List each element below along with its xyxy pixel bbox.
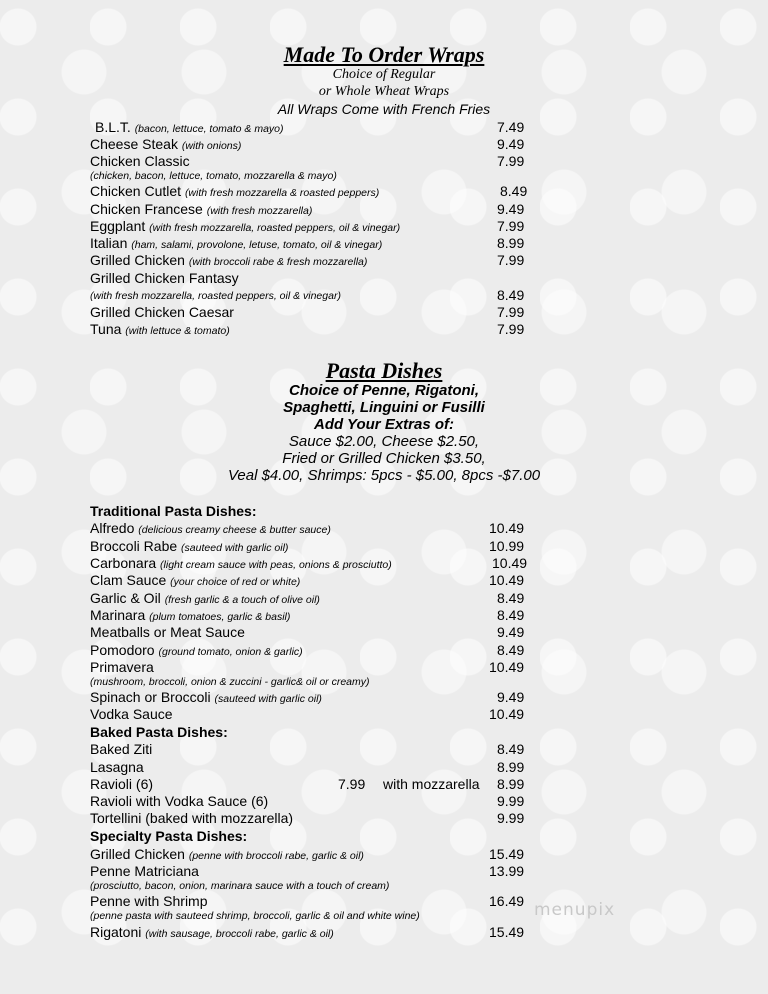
wrap-price-blt: 7.49 (497, 119, 525, 135)
wrap-item-grilled-chicken: Grilled Chicken (with broccoli rabe & fresh mozzarella) (90, 252, 368, 268)
pasta-item-specialty-grilled-chicken: Grilled Chicken (penne with broccoli rabe, garlic & oil) (90, 846, 364, 862)
pasta-item-baked-ziti: Baked Ziti (90, 741, 153, 757)
pasta-price-rigatoni: 15.49 (489, 924, 525, 940)
pasta-item-meatballs: Meatballs or Meat Sauce (90, 624, 245, 640)
pasta-price-pomodoro: 8.49 (497, 642, 525, 658)
pasta-note-penne-shrimp: (penne pasta with sauteed shrimp, broccoli, garlic & oil and white wine) (90, 910, 420, 922)
pasta-price-penne-shrimp: 16.49 (489, 893, 525, 909)
pasta-item-tortellini: Tortellini (baked with mozzarella) (90, 810, 294, 826)
wrap-price-italian: 8.99 (497, 235, 525, 251)
pasta-note-penne-matriciana: (prosciutto, bacon, onion, marinara sauce with a touch of cream) (90, 880, 390, 892)
pasta-price-alfredo: 10.49 (489, 520, 525, 536)
pasta-price-ravioli-plain: 7.99 (338, 776, 366, 792)
pasta-item-penne-shrimp: Penne with Shrimp (90, 893, 208, 909)
pasta-item-spinach-broccoli: Spinach or Broccoli (sauteed with garlic oil) (90, 689, 322, 705)
menupix-watermark: menupix (534, 900, 616, 920)
wrap-price-grilled-chicken-fantasy: 8.49 (497, 287, 525, 303)
pasta-title: Pasta Dishes (325, 358, 443, 383)
pasta-price-primavera: 10.49 (489, 659, 525, 675)
wrap-item-cheese-steak: Cheese Steak (with onions) (90, 136, 242, 152)
pasta-price-clam-sauce: 10.49 (489, 572, 525, 588)
pasta-extras-line-3: Veal $4.00, Shrimps: 5pcs - $5.00, 8pcs -$7.00 (227, 467, 541, 484)
wraps-subtitle-1: Choice of Regular (332, 67, 436, 82)
wrap-price-chicken-francese: 9.49 (497, 201, 525, 217)
wrap-price-tuna: 7.99 (497, 321, 525, 337)
pasta-item-penne-matriciana: Penne Matriciana (90, 863, 199, 879)
wrap-item-tuna: Tuna (with lettuce & tomato) (90, 321, 230, 337)
wraps-fries-note: All Wraps Come with French Fries (277, 101, 491, 117)
wraps-subtitle-2: or Whole Wheat Wraps (318, 84, 450, 99)
pasta-note-primavera: (mushroom, broccoli, onion & zuccini - garlic& oil or creamy) (90, 676, 370, 688)
pasta-price-penne-matriciana: 13.99 (489, 863, 525, 879)
wrap-price-chicken-classic: 7.99 (497, 153, 525, 169)
wrap-item-eggplant: Eggplant (with fresh mozzarella, roasted peppers, oil & vinegar) (90, 218, 401, 234)
pasta-price-ravioli-vodka: 9.99 (497, 793, 525, 809)
pasta-item-ravioli: Ravioli (6) (90, 776, 154, 792)
pasta-item-alfredo: Alfredo (delicious creamy cheese & butter sauce) (90, 520, 331, 536)
pasta-item-pomodoro: Pomodoro (ground tomato, onion & garlic) (90, 642, 303, 658)
pasta-item-lasagna: Lasagna (90, 759, 144, 775)
pasta-price-ravioli-mozzarella: 8.99 (497, 776, 525, 792)
pasta-item-ravioli-vodka: Ravioli with Vodka Sauce (6) (90, 793, 269, 809)
wrap-price-chicken-cutlet: 8.49 (500, 183, 528, 199)
pasta-item-clam-sauce: Clam Sauce (your choice of red or white) (90, 572, 301, 588)
pasta-extras-title: Add Your Extras of: (313, 416, 455, 433)
pasta-choice-line-1: Choice of Penne, Rigatoni, (288, 382, 479, 399)
pasta-item-broccoli-rabe: Broccoli Rabe (sauteed with garlic oil) (90, 538, 289, 554)
pasta-item-primavera: Primavera (90, 659, 154, 675)
pasta-item-rigatoni: Rigatoni (with sausage, broccoli rabe, garlic & oil) (90, 924, 334, 940)
pasta-item-marinara: Marinara (plum tomatoes, garlic & basil) (90, 607, 291, 623)
pasta-extras-line-2: Fried or Grilled Chicken $3.50, (282, 450, 486, 467)
wrap-item-grilled-chicken-caesar: Grilled Chicken Caesar (90, 304, 234, 320)
pasta-price-broccoli-rabe: 10.99 (489, 538, 525, 554)
pasta-price-spinach-broccoli: 9.49 (497, 689, 525, 705)
pasta-item-carbonara: Carbonara (light cream sauce with peas, onions & prosciutto) (90, 555, 392, 571)
baked-pasta-heading: Baked Pasta Dishes: (90, 724, 228, 740)
wrap-item-italian: Italian (ham, salami, provolone, letuse, tomato, oil & vinegar) (90, 235, 383, 251)
wrap-item-chicken-classic: Chicken Classic (90, 153, 190, 169)
wrap-item-chicken-cutlet: Chicken Cutlet (with fresh mozzarella & roasted peppers) (90, 183, 380, 199)
wrap-note-grilled-chicken-fantasy: (with fresh mozzarella, roasted peppers, oil & vinegar) (90, 290, 341, 302)
pasta-price-tortellini: 9.99 (497, 810, 525, 826)
traditional-pasta-heading: Traditional Pasta Dishes: (90, 503, 257, 519)
pasta-price-marinara: 8.49 (497, 607, 525, 623)
wrap-price-grilled-chicken: 7.99 (497, 252, 525, 268)
wrap-item-chicken-francese: Chicken Francese (with fresh mozzarella) (90, 201, 313, 217)
pasta-price-lasagna: 8.99 (497, 759, 525, 775)
pasta-price-vodka-sauce: 10.49 (489, 706, 525, 722)
pasta-item-vodka-sauce: Vodka Sauce (90, 706, 173, 722)
pasta-extras-line-1: Sauce $2.00, Cheese $2.50, (288, 433, 480, 450)
pasta-price-specialty-grilled-chicken: 15.49 (489, 846, 525, 862)
wrap-item-blt: B.L.T. (bacon, lettuce, tomato & mayo) (95, 119, 284, 135)
pasta-price-garlic-oil: 8.49 (497, 590, 525, 606)
pasta-choice-line-2: Spaghetti, Linguini or Fusilli (283, 399, 485, 416)
pasta-price-carbonara: 10.49 (492, 555, 528, 571)
pasta-item-garlic-oil: Garlic & Oil (fresh garlic & a touch of olive oil) (90, 590, 320, 606)
specialty-pasta-heading: Specialty Pasta Dishes: (90, 828, 248, 844)
ravioli-mozzarella-label: with mozzarella (383, 776, 480, 792)
pasta-price-meatballs: 9.49 (497, 624, 525, 640)
pasta-price-baked-ziti: 8.49 (497, 741, 525, 757)
wrap-price-cheese-steak: 9.49 (497, 136, 525, 152)
wrap-note-chicken-classic: (chicken, bacon, lettuce, tomato, mozzarella & mayo) (90, 170, 337, 182)
wrap-item-grilled-chicken-fantasy: Grilled Chicken Fantasy (90, 270, 239, 286)
wrap-price-grilled-chicken-caesar: 7.99 (497, 304, 525, 320)
wraps-title: Made To Order Wraps (283, 42, 485, 67)
wrap-price-eggplant: 7.99 (497, 218, 525, 234)
